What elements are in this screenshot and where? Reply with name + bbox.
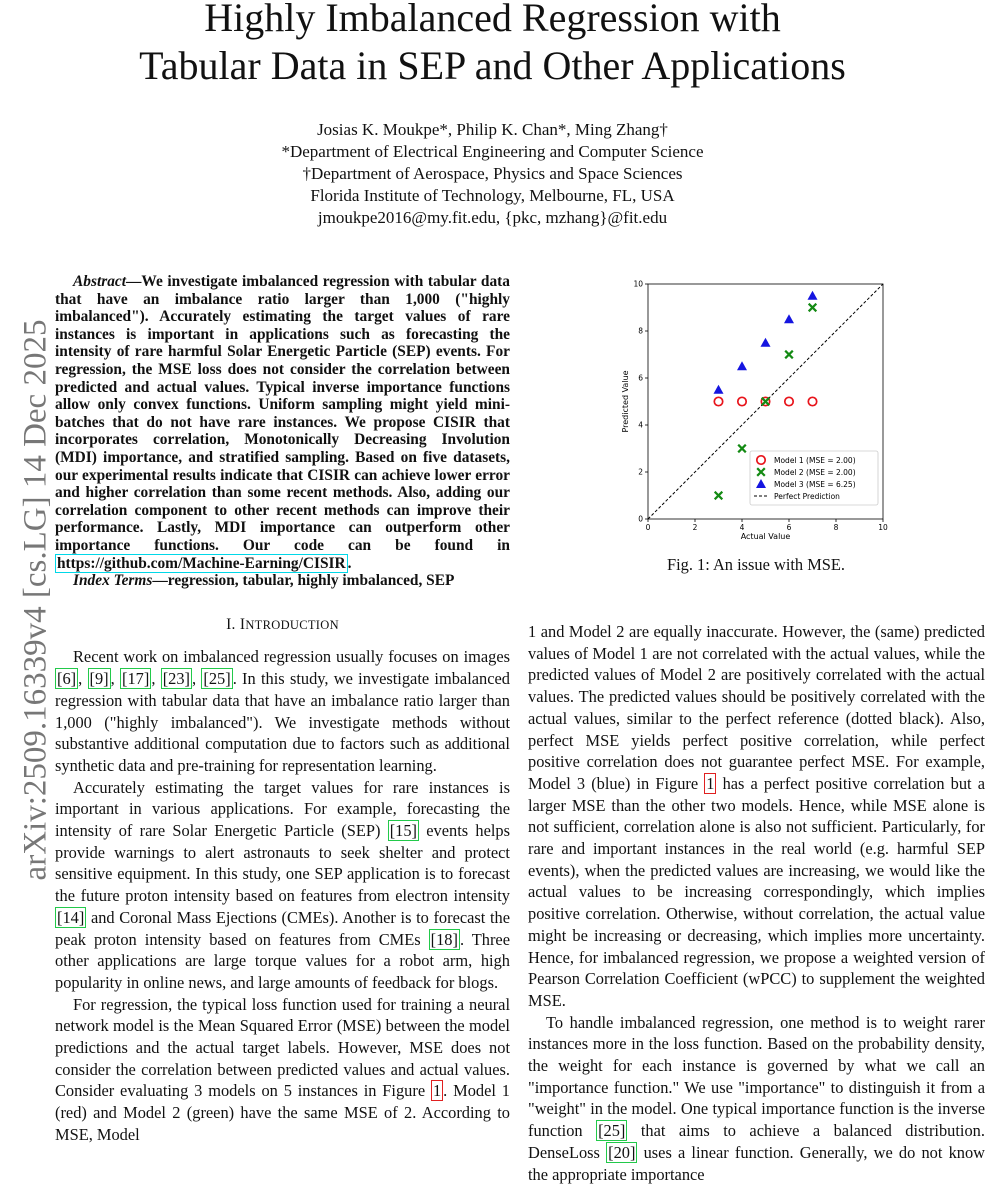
section-title-rest: NTRODUCTION (245, 617, 339, 632)
x-tick-label: 10 (878, 523, 888, 532)
y-axis-label: Predicted Value (621, 370, 630, 433)
citation-link[interactable]: [9] (89, 669, 109, 689)
citation-link[interactable]: [6] (57, 669, 77, 689)
series-1-point (785, 397, 793, 405)
author-names: Josias K. Moukpe*, Philip K. Chan*, Ming Zhang† (317, 120, 668, 139)
series-3-point (784, 314, 794, 323)
series-1-point (714, 397, 722, 405)
series-3-point (761, 338, 771, 347)
series-3-point (808, 291, 818, 300)
figure-ref-link[interactable]: 1 (432, 1081, 442, 1101)
series-2-point (715, 492, 723, 500)
right-column (528, 621, 985, 1185)
y-tick-label: 10 (633, 279, 643, 289)
x-axis-label: Actual Value (740, 532, 791, 541)
legend-label: Model 1 (MSE = 2.00) (774, 456, 856, 465)
intro-paragraph-3: For regression, the typical loss function used for training a neural network model is the Mean Squared Error (MSE) between the model predictions and the actual target labels. However, MSE does not consider the correlation between predicted values and actual values. Consider evaluating 3 models on 5 instances in Figure 1 . Model 1 (red) and Model 2 (green) have the same MSE of 2. According to MSE, Model (55, 994, 510, 1144)
section-numeral: I. I (226, 615, 246, 633)
citation-link[interactable]: [23] (162, 669, 190, 689)
abstract-end: . (347, 554, 352, 572)
x-tick-label: 8 (833, 523, 839, 532)
right-paragraph-2: To handle imbalanced regression, one method is to weight rarer instances more in the loss function. Based on the probability density, the weight for each instance is governed by what we call an "importance function." We use "importance" to distinguish it from a "weight" in the model. One typical importance function is the inverse function [25] that aims to achieve a balanced distribution. DenseLoss [20] uses a linear function. Generally, we do not know the appropriate importance (528, 1012, 985, 1184)
y-tick-label: 0 (638, 514, 643, 524)
citation-link[interactable]: [18] (430, 929, 458, 949)
title-line-1: Highly Imbalanced Regression with (204, 0, 781, 40)
index-terms-text: —regression, tabular, highly imbalanced, SEP (152, 572, 455, 590)
abstract-text: —We investigate imbalanced regression with tabular data that have an imbalance ratio larger than 1,000 ("highly imbalanced"). Accurately estimating the target values of rare instances is important in applications such as forecasting the intensity of rare harmful Solar Energetic Particle (SEP) events. For regression, the MSE loss does not consider the correlation between predicted and actual values. Typical inverse importance functions allow only convex functions. Uniform sampling might yield mini-batches that do not have rare instances. We propose CISIR that incorporates correlation, Monotonically Decreasing Involution (MDI) importance, and stratified sampling. Based on five datasets, our experimental results indicate that CISIR can achieve lower error and higher correlation than some recent methods. Also, adding our correlation component to other recent methods can improve their performance. Lastly, MDI importance can outperform other importance functions. Our code can be found in (55, 273, 510, 554)
affiliation-1: *Department of Electrical Engineering and Computer Science (281, 142, 704, 161)
arxiv-stamp: arXiv:2509.16339v4 [cs.LG] 14 Dec 2025 (17, 319, 54, 881)
citation-link[interactable]: [15] (389, 821, 418, 841)
legend-label: Perfect Prediction (774, 492, 840, 501)
series-2-point (762, 398, 770, 406)
author-email: jmoukpe2016@my.fit.edu, {pkc, mzhang}@fit.edu (317, 208, 668, 227)
section-heading-introduction (55, 614, 510, 637)
citation-link[interactable]: [14] (57, 907, 85, 927)
y-tick-label: 8 (638, 326, 643, 336)
figure-1-scatter-plot (605, 275, 925, 545)
author-block (0, 119, 985, 229)
y-tick-label: 2 (638, 467, 643, 477)
abstract (55, 273, 510, 572)
abstract-lead: Abstract (73, 273, 127, 290)
legend-label: Model 2 (MSE = 2.00) (774, 468, 856, 477)
citation-link[interactable]: [25] (203, 669, 231, 689)
x-tick-label: 4 (739, 523, 745, 532)
series-2-point (809, 304, 817, 312)
right-paragraph-1: 1 and Model 2 are equally inaccurate. However, the (same) predicted values of Model 1 are not correlated with the actual values, while the predicted values of Model 2 are positively correlated with the actual values. The predicted values should be positively correlated with the actual values, similar to the perfect reference (dotted black). Also, perfect MSE yields perfect positive correlation, while perfect positive correlation does not guarantee perfect MSE. For example, Model 3 (blue) in Figure 1 has a perfect positive correlation but a larger MSE than the other two models. Hence, while MSE alone is not sufficient, correlation alone is also not sufficient. Particularly, for rare and important instances in the real world (e.g. harmful SEP events), when the predicted values are increasing, we would like the actual values to be increasing correspondingly, which implies positive correlation. Otherwise, without correlation, the actual value might be increasing or decreasing, which implies more uncertainty. Hence, for imbalanced regression, we propose a weighted version of Pearson Correlation Coefficient (wPCC) to supplement the weighted MSE. (528, 622, 985, 1010)
figure-caption: Fig. 1: An issue with MSE. (666, 555, 846, 574)
citation-link[interactable]: [17] (122, 669, 150, 689)
affiliation-2: †Department of Aerospace, Physics and Space Sciences (302, 164, 683, 183)
paper-title (0, 0, 985, 90)
series-1-point (738, 397, 746, 405)
series-1-point (808, 397, 816, 405)
y-tick-label: 6 (638, 373, 643, 383)
citation-link[interactable]: [20] (608, 1142, 636, 1162)
figure-ref-link[interactable]: 1 (706, 773, 715, 793)
series-2-point (785, 351, 793, 359)
index-terms (55, 572, 510, 590)
intro-paragraph-2: Accurately estimating the target values for rare instances is important in various applications. For example, forecasting the intensity of rare Solar Energetic Particle (SEP) [15] events helps provide warnings to alert astronauts to seek shelter and protect sensitive equipment. In this study, one SEP application is to forecast the future proton intensity based on features from electron intensity [14] and Coronal Mass Ejections (CMEs). Another is to forecast the peak proton intensity based on features from CMEs [18] . Three other applications are large torque values for a robot arm, high popularity in online news, and large amounts of feedback for blogs. (55, 777, 511, 992)
y-tick-label: 4 (638, 420, 643, 430)
series-2-point (738, 445, 746, 453)
citation-link[interactable]: [25] (598, 1121, 626, 1141)
intro-paragraph-1: Recent work on imbalanced regression usually focuses on images [6] , [9] , [17] , [23] , [25] . In this study, we investigate imbalanced regression with tabular data that have an imbalance ratio larger than 1,000 ("highly imbalanced"). We investigate methods without substantive additional computation due to factors such as additional synthetic data and pre-training for representation learning. (55, 647, 510, 775)
x-tick-label: 6 (786, 523, 792, 532)
x-tick-label: 0 (645, 523, 651, 532)
title-line-2: Tabular Data in SEP and Other Applications (139, 43, 846, 88)
series-3-point (737, 361, 747, 370)
legend-label: Model 3 (MSE = 6.25) (774, 480, 856, 489)
index-terms-lead: Index Terms (73, 572, 153, 590)
series-3-point (714, 385, 724, 394)
affiliation-3: Florida Institute of Technology, Melbourne, FL, USA (310, 186, 675, 205)
x-tick-label: 2 (692, 523, 698, 532)
code-link[interactable]: https://github.com/Machine-Earning/CISIR (57, 554, 346, 572)
left-column (55, 273, 510, 1146)
